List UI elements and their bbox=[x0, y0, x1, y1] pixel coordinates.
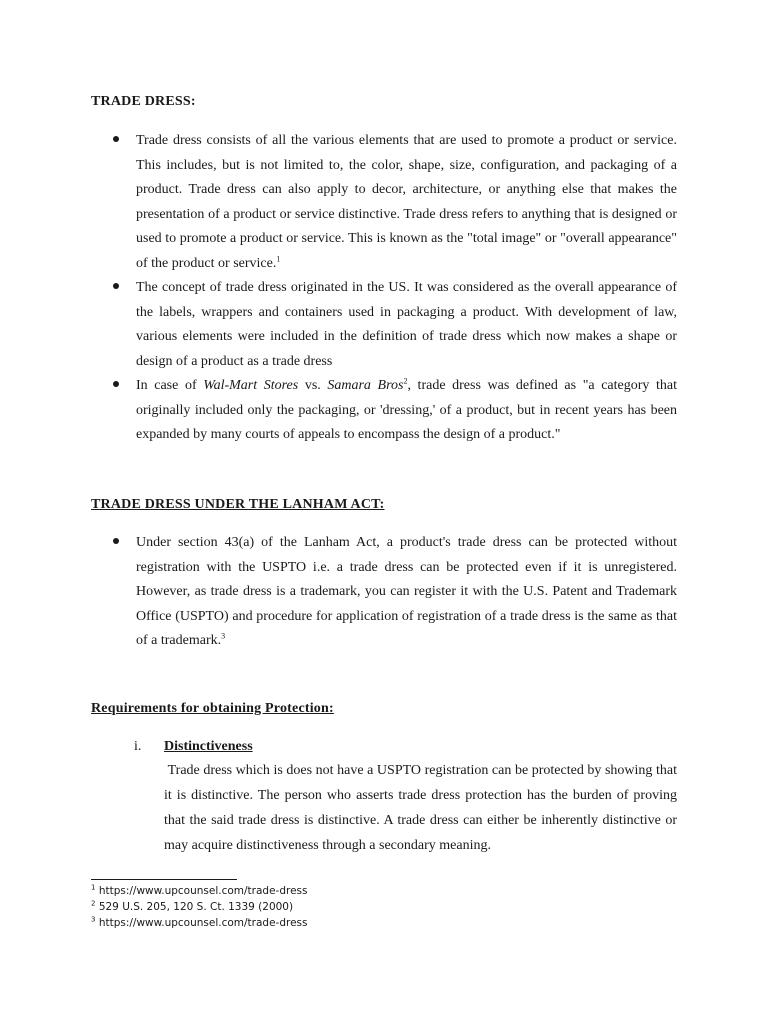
list-item bbox=[0, 276, 768, 374]
item-paragraph: Trade dress which is does not have a USPTO registration can be protected by showing that it is distinctive. The person who asserts trade dress protection has the burden of proving that the said trade dress is distinctive. A trade dress can either be inherently distinctive or may acquire distinctiveness through a secondary meaning. bbox=[164, 763, 678, 853]
list-item bbox=[0, 531, 768, 654]
bullet-paragraph: The concept of trade dress originated in the US. It was considered as the overall appearance of the labels, wrappers and containers used in packaging a product. With development of law, various elements were included in the definition of trade dress which now makes a shape or design of a product as a trade dress bbox=[136, 280, 677, 369]
footnote-link[interactable]: https://www.upcounsel.com/trade-dress bbox=[98, 885, 308, 897]
case-name: Samara Bros bbox=[327, 378, 404, 393]
trade-dress-bullet-list bbox=[0, 129, 768, 448]
case-name: Wal-Mart Stores bbox=[203, 378, 299, 393]
footnote-divider bbox=[91, 879, 237, 880]
item-title: Distinctiveness bbox=[164, 739, 253, 754]
footnote: $^2$ 529 U.S. 205, 120 S. Ct. 1339 (2000) bbox=[91, 899, 294, 913]
footnotes bbox=[91, 883, 308, 931]
footnote: $^1$ https://www.upcounsel.com/trade-dress bbox=[91, 883, 308, 897]
footnote-ref[interactable]: 3 bbox=[221, 631, 226, 641]
footnote: $^3$ https://www.upcounsel.com/trade-dress bbox=[91, 915, 308, 929]
bullet-paragraph: Trade dress consists of all the various elements that are used to promote a product or service. This includes, but is not limited to, the color, shape, size, configuration, and packaging of a product. Trade dress can also apply to decor, architecture, or anything else that makes the presentation of a product or service distinctive. Trade dress refers to anything that is designed or used to promote a product or service. This is known as the "total image" or "overall appearance" of the product or service.$^1$ bbox=[136, 133, 677, 271]
footnote-ref[interactable]: 1 bbox=[276, 253, 281, 263]
item-number: i. bbox=[134, 739, 142, 754]
section-heading-trade-dress: TRADE DRESS: bbox=[91, 94, 196, 109]
bullet-paragraph: Under section 43(a) of the Lanham Act, a product's trade dress can be protected without registration with the USPTO i.e. a trade dress can be protected even if it is unregistered. However, as trade dress is a trademark, you can register it with the U.S. Patent and Trademark Office (USPTO) and procedure for application of registration of a trade dress is the same as that of a trademark.$^3$ bbox=[136, 535, 677, 648]
bullet-icon bbox=[113, 283, 119, 289]
bullet-icon bbox=[113, 136, 119, 142]
list-item bbox=[0, 374, 768, 448]
bullet-icon bbox=[113, 538, 119, 544]
section-heading-lanham-act: TRADE DRESS UNDER THE LANHAM ACT: bbox=[91, 497, 385, 512]
bullet-paragraph: In case of Wal-Mart Stores vs. Samara Bros$^2$, trade dress was defined as "a category that originally included only the packaging, or 'dressing,' of a product, but in recent years has been expanded by many courts of appeals to encompass the design of a product." bbox=[136, 376, 677, 442]
footnote-link[interactable]: https://www.upcounsel.com/trade-dress bbox=[98, 917, 308, 929]
footnote-ref[interactable]: 2 bbox=[403, 376, 408, 386]
bullet-icon bbox=[113, 381, 119, 387]
section-heading-requirements: Requirements for obtaining Protection: bbox=[91, 701, 334, 716]
lanham-act-bullet-list bbox=[0, 531, 768, 654]
list-item bbox=[0, 129, 768, 276]
